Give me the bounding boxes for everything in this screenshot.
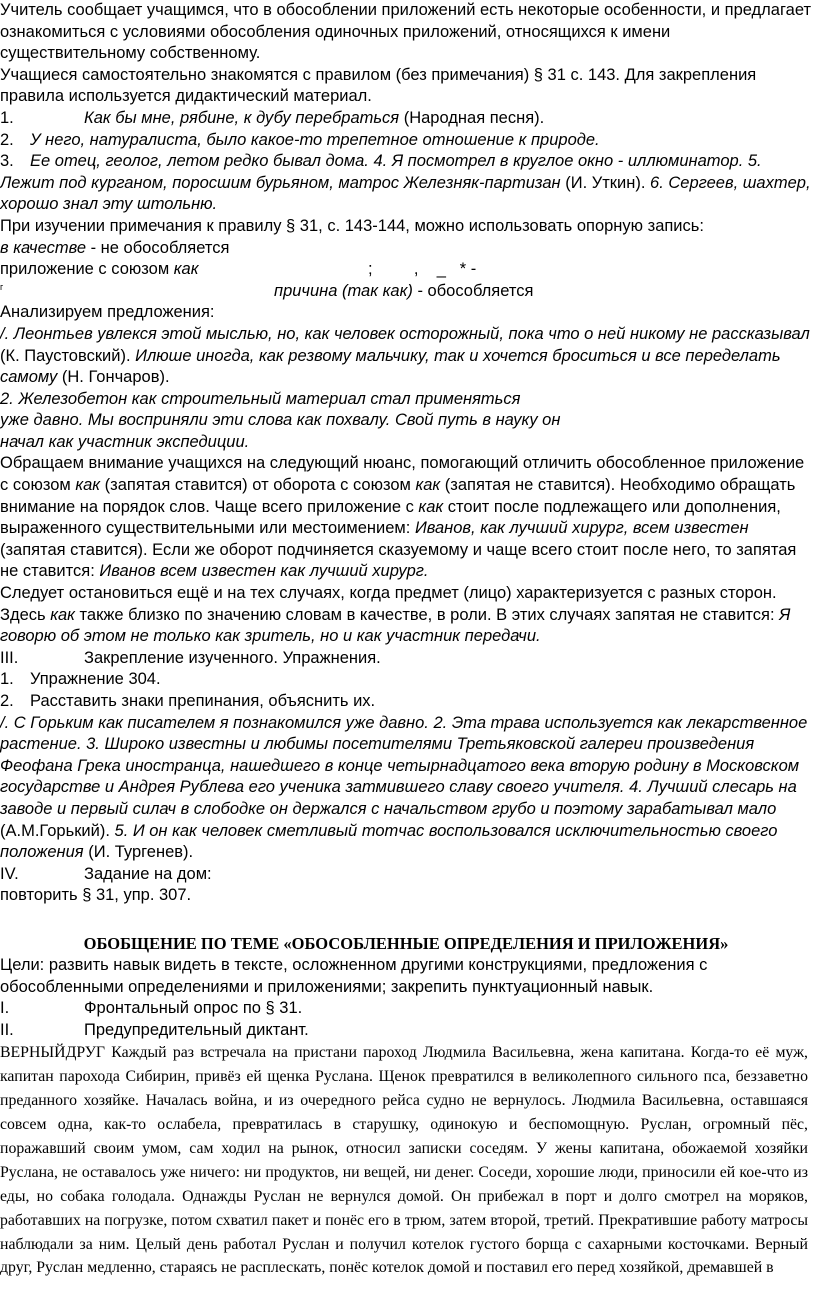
analysis-sentence-2-line-3: начал как участник экспедиции. <box>0 432 250 451</box>
section-3-heading: III. Закрепление изученного. Упражнения. <box>0 648 381 667</box>
lesson-plan-part-2 <box>0 955 812 1041</box>
nuance-paragraph: Обращаем внимание учащихся на следующий нюанс, помогающий отличить обособленное приложение с союзом как (запятая ставится) от оборота с союзом как (запятая не ставится). Необходимо обращать внимание на порядок слов. Чаще всего приложение с как стоит после подлежащего или дополнения, выраженного существительными или местоимением: Иванов, как лучший хирург, всем известен (запятая ставится). Если же оборот подчиняется сказуемому и чаще всего стоит после него, то запятая не ставится: Иванов всем известен как лучший хирург. <box>0 454 805 581</box>
example-2: 2. У него, натуралиста, было какое-то трепетное отношение к природе. <box>0 130 600 149</box>
lesson-2-title: ОБОБЩЕНИЕ ПО ТЕМЕ «ОБОСОБЛЕННЫЕ ОПРЕДЕЛЕНИЯ И ПРИЛОЖЕНИЯ» <box>83 933 729 953</box>
lesson-2-section-1: I. Фронтальный опрос по § 31. <box>0 999 303 1018</box>
intro-paragraph-2: Учащиеся самостоятельно знакомятся с правилом (без примечания) § 31 с. 143. Для закрепления правила используется дидактический материал. <box>0 65 757 106</box>
intro-paragraph-1: Учитель сообщает учащимся, что в обособлении приложений есть некоторые особенности, и предлагает ознакомиться с условиями обособления одиночных приложений, относящихся к имени существительному собственному. <box>0 1 812 63</box>
section-4-heading: IV. Задание на дом: <box>0 864 212 883</box>
lesson-2-goals: Цели: развить навык видеть в тексте, осложненном другими конструкциями, предложения с обособленными определениями и приложениями; закрепить пунктуационный навык. <box>0 955 708 996</box>
exercise-3-text: /. С Горьким как писателем я познакомился уже давно. 2. Эта трава используется как лекарственное растение. 3. Широко известны и любимы посетителями Третьяковской галереи произведения Феофана Грека иностранца, нашедшего в конце четырнадцатого века вторую родину в Московском государстве и Андрея Рублева его ученика затмившего славу своего учителя. 4. Лучший слесарь на заводе и первый силач в слободке он держался с начальством грубо и поэтому зарабатывал мало (А.М.Горький). 5. И он как человек сметливый тотчас воспользовался исключительностью своего положения (И. Тургенев). <box>0 713 808 862</box>
analysis-sentence-2-line-2: уже давно. Мы восприняли эти слова как похвалу. Свой путь в науку он <box>0 411 561 430</box>
sides-paragraph: Следует остановиться ещё и на тех случаях, когда предмет (лицо) характеризуется с разных сторон. Здесь как также близко по значению словам в качестве, в роли. В этих случаях запятая не ставится: Я говорю об этом не только как зритель, но и как участник передачи. <box>0 584 791 646</box>
note-line-3: г причина (так как) - обособляется <box>0 281 534 300</box>
note-paragraph: При изучении примечания к правилу § 31, с. 143-144, можно использовать опорную запись: <box>0 216 704 235</box>
example-1: 1. Как бы мне, рябине, к дубу перебраться (Народная песня). <box>0 108 545 127</box>
section-3-item-1: 1. Упражнение 304. <box>0 670 161 689</box>
dictation-text: ВЕРНЫЙДРУГ Каждый раз встречала на пристани пароход Людмила Васильевна, жена капитана. Когда-то её муж, капитан парохода Сибирин, привёз ей щенка Руслана. Щенок превратился в великолепного сильного пса, беззаветно преданного хозяйке. Началась война, и из очередного рейса судно не вернулось. Людмила Васильевна, оставшаяся совсем одна, как-то ослабела, превратилась в старушку, одинокую и беспомощную. Руслан, огромный пёс, поражавший своим умом, сам ходил на рынок, относил записки соседям. У жены капитана, обожаемой хозяйки Руслана, не оставалось уже ничего: ни продуктов, ни вещей, ни денег. Соседи, хорошие люди, приносили ей кое-что из еды, но собака голодала. Однажды Руслан не вернулся домой. Он прибежал в порт и долго смотрел на моряков, работавших на погрузке, потом схватил пакет и понёс его в трюм, затем второй, третий. Прекратившие работу матросы наблюдали за ним. Целый день работал Руслан и получил котелок густого борща с сахарными косточками. Верный друг, Руслан медленно, стараясь не расплескать, понёс котелок домой и поставил его перед хозяйкой, дремавшей в <box>0 1044 808 1277</box>
analysis-sentence-2-line-1: 2. Железобетон как строительный материал стал применяться <box>0 389 521 408</box>
lesson-2-section-2: II. Предупредительный диктант. <box>0 1020 309 1039</box>
note-line-2: приложение с союзом как ; , _ * - <box>0 260 477 279</box>
analysis-title: Анализируем предложения: <box>0 303 215 322</box>
homework-task: повторить § 31, упр. 307. <box>0 886 192 905</box>
section-3-item-2: 2. Расставить знаки препинания, объяснить их. <box>0 692 376 710</box>
example-3: 3. Ее отец, геолог, летом редко бывал дома. 4. Я посмотрел в круглое окно - иллюминатор. 5. Лежит под курганом, поросшим бурьяном, матрос Железняк-партизан (И. Уткин). 6. Сергеев, шахтер, хорошо знал эту штольню. <box>0 152 811 214</box>
analysis-sentence-1: /. Леонтьев увлекся этой мыслью, но, как человек осторожный, пока что о ней никому не рассказывал (К. Паустовский). Илюше иногда, как резвому мальчику, так и хочется броситься и все переделать самому (Н. Гончаров). <box>0 324 810 387</box>
note-line-1: в качестве - не обособляется <box>0 238 230 257</box>
